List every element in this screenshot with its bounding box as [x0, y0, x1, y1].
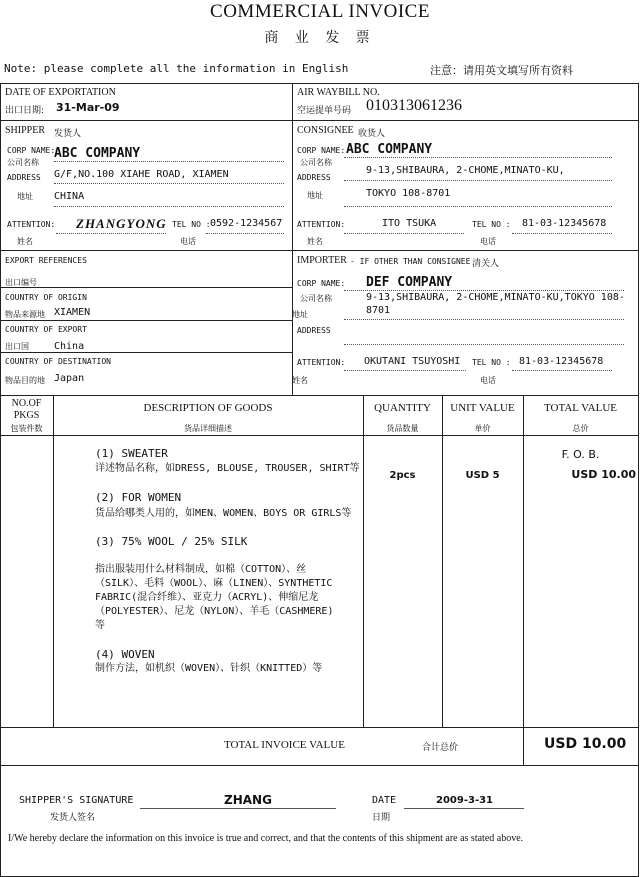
goods-line-7: （SILK）、毛料（WOOL）、麻（LINEN）、SYNTHETIC — [95, 578, 333, 589]
importer-address-underline1 — [344, 319, 624, 320]
date-export-label-cn: 出口日期: — [5, 106, 45, 116]
date-export-value: 31-Mar-09 — [56, 101, 120, 114]
consignee-address-label-cn: 地址 — [307, 191, 323, 200]
importer-tel-label: TEL NO : — [472, 358, 511, 367]
shipper-address-line1: G/F,NO.100 XIAHE ROAD, XIAMEN — [54, 169, 229, 180]
col-desc-header-cn: 货品详细描述 — [184, 424, 232, 433]
shipper-signature-label: SHIPPER'S SIGNATURE — [19, 795, 134, 806]
shipper-signature-label-cn: 发货人签名 — [50, 813, 96, 823]
importer-header-cn: 清关人 — [472, 259, 500, 269]
consignee-header-cn: 收货人 — [358, 129, 386, 139]
shipper-address-underline1 — [54, 183, 284, 184]
date-sign-value: 2009-3-31 — [436, 795, 494, 806]
date-export-label: DATE OF EXPORTATION — [5, 87, 116, 98]
shipper-signature-value: ZHANG — [224, 793, 272, 807]
importer-corp-underline — [344, 290, 624, 291]
goods-line-10: 等 — [95, 620, 105, 631]
shipper-address-label: ADDRESS — [7, 173, 41, 182]
col-qty — [442, 395, 443, 727]
rule-refs — [0, 287, 292, 288]
goods-line-3: (2) FOR WOMEN — [95, 491, 182, 504]
consignee-attention-value: ITO TSUKA — [382, 218, 437, 229]
importer-attention-label: ATTENTION: — [297, 358, 346, 367]
consignee-corp-label: CORP NAME: — [297, 146, 346, 155]
shipper-address-underline2 — [54, 206, 284, 207]
rule-origin — [0, 320, 292, 321]
goods-line-11: (4) WOVEN — [95, 648, 155, 661]
consignee-address-line1: 9-13,SHIBAURA, 2-CHOME,MINATO-KU, — [366, 165, 565, 176]
goods-line-5: (3) 75% WOOL / 25% SILK — [95, 535, 248, 548]
goods-line-1: (1) SWEATER — [95, 447, 168, 460]
note-english: Note: please complete all the information in English — [4, 62, 349, 75]
date-sign-underline — [404, 808, 524, 809]
col-pkgs-header-2: PKGS — [13, 410, 40, 421]
rule-table-top — [0, 395, 639, 396]
col-qty-header-cn: 货品数量 — [386, 424, 419, 433]
col-total-header: TOTAL VALUE — [544, 402, 617, 414]
unit-value: USD 5 — [465, 470, 500, 481]
consignee-corp-label-cn: 公司名称 — [300, 158, 332, 167]
declaration: I/We hereby declare the information on this invoice is true and correct, and that the contents of this shipment are as stated above. — [8, 833, 524, 844]
total-invoice-label: TOTAL INVOICE VALUE — [224, 739, 345, 751]
consignee-corp-underline — [344, 157, 612, 158]
consignee-tel-underline — [512, 233, 612, 234]
country-export-label: COUNTRY OF EXPORT — [5, 325, 87, 334]
shipper-corp-name: ABC COMPANY — [54, 146, 141, 161]
importer-attention-underline — [344, 370, 466, 371]
importer-attention-label-cn: 姓名 — [292, 376, 308, 385]
importer-address-line2: 8701 — [366, 305, 391, 316]
shipper-corp-label-cn: 公司名称 — [7, 158, 39, 167]
rule-top — [0, 83, 639, 84]
goods-line-6: 指出服装用什么材料制成，如棉（COTTON）、丝 — [95, 564, 307, 575]
rule-table-header — [0, 435, 639, 436]
frame-left — [0, 83, 1, 877]
destination-label-cn: 物品目的地 — [5, 376, 45, 385]
country-export-value: China — [54, 341, 85, 352]
consignee-corp-name: ABC COMPANY — [346, 142, 433, 157]
rule-parties — [0, 250, 639, 251]
goods-line-2: 详述物品名称，如DRESS, BLOUSE, TROUSER, SHIRT等 — [95, 463, 360, 474]
destination-label: COUNTRY OF DESTINATION — [5, 357, 111, 366]
total-invoice-label-cn: 合计总价 — [422, 743, 459, 753]
shipper-tel-underline — [206, 233, 284, 234]
invoice-title: COMMERCIAL INVOICE — [210, 1, 430, 22]
origin-label: COUNTRY OF ORIGIN — [5, 293, 87, 302]
shipper-corp-underline — [54, 161, 284, 162]
export-refs-label: EXPORT REFERENCES — [5, 256, 87, 265]
shipper-address-line2: CHINA — [54, 191, 85, 202]
shipper-attention-label: ATTENTION: — [7, 220, 56, 229]
importer-header: IMPORTER — [297, 255, 347, 266]
consignee-header: CONSIGNEE — [297, 125, 354, 136]
total-invoice-value: USD 10.00 — [544, 736, 627, 752]
col-pkgs — [53, 395, 54, 727]
origin-label-cn: 物品来源地 — [5, 310, 45, 319]
goods-line-9: （POLYESTER）、尼龙（NYLON）、羊毛（CASHMERE) — [95, 606, 334, 617]
importer-tel-value: 81-03-12345678 — [519, 356, 604, 367]
col-qty-header: QUANTITY — [374, 402, 431, 414]
importer-address-underline2 — [344, 344, 624, 345]
consignee-address-underline2 — [344, 206, 612, 207]
goods-line-8: FABRIC(混合纤维）、亚克力（ACRYL)、伸缩尼龙 — [95, 592, 319, 603]
importer-header-note: - IF OTHER THAN CONSIGNEE — [350, 257, 471, 266]
consignee-attention-label-cn: 姓名 — [307, 237, 323, 246]
goods-line-12: 制作方法，如机织（WOVEN）、针织（KNITTED）等 — [95, 663, 323, 674]
importer-address-label-cn: 地址 — [292, 310, 308, 319]
col-unit-header: UNIT VALUE — [450, 402, 515, 414]
destination-value: Japan — [54, 373, 85, 384]
awb-label-cn: 空运提单号码 — [297, 106, 352, 116]
consignee-attention-label: ATTENTION: — [297, 220, 346, 229]
note-chinese: 注意：请用英文填写所有资料 — [430, 64, 573, 77]
date-sign-label: DATE — [372, 795, 397, 806]
awb-value: 010313061236 — [366, 97, 462, 114]
shipper-address-label-cn: 地址 — [17, 192, 33, 201]
goods-line-4: 货品给哪类人用的，如MEN、WOMEN、BOYS OR GIRLS等 — [95, 508, 352, 519]
importer-corp-name: DEF COMPANY — [366, 275, 453, 290]
invoice-title-cn: 商 业 发 票 — [264, 30, 376, 46]
total-value: USD 10.00 — [571, 468, 636, 481]
importer-corp-label-cn: 公司名称 — [300, 294, 332, 303]
incoterm-fob: F. O. B. — [561, 448, 600, 461]
col-pkgs-header-1: NO.OF — [11, 398, 42, 409]
consignee-tel-value: 81-03-12345678 — [522, 218, 607, 229]
shipper-tel-label: TEL NO : — [172, 220, 211, 229]
shipper-tel-label-cn: 电话 — [180, 237, 196, 246]
importer-tel-underline — [512, 370, 612, 371]
shipper-signature-underline — [140, 808, 336, 809]
origin-value: XIAMEN — [54, 307, 91, 318]
shipper-attention-underline — [56, 233, 166, 234]
shipper-header: SHIPPER — [5, 125, 46, 136]
awb-label: AIR WAYBILL NO. — [297, 87, 380, 98]
country-export-label-cn: 出口国 — [5, 342, 29, 351]
shipper-header-cn: 发货人 — [54, 129, 82, 139]
quantity-value: 2pcs — [389, 470, 416, 481]
consignee-address-label: ADDRESS — [297, 173, 331, 182]
shipper-attention-label-cn: 姓名 — [17, 237, 33, 246]
col-unit-header-cn: 单价 — [474, 424, 491, 433]
date-sign-label-cn: 日期 — [372, 813, 391, 823]
consignee-tel-label-cn: 电话 — [480, 237, 496, 246]
rule-total — [0, 765, 639, 766]
importer-tel-label-cn: 电话 — [480, 376, 496, 385]
rule-export-date — [0, 120, 639, 121]
rule-mid-vertical — [292, 83, 293, 395]
importer-corp-label: CORP NAME: — [297, 279, 346, 288]
importer-address-label: ADDRESS — [297, 326, 331, 335]
rule-table-bottom — [0, 727, 639, 728]
consignee-address-underline1 — [344, 180, 612, 181]
importer-address-line1: 9-13,SHIBAURA, 2-CHOME,MINATO-KU,TOKYO 108- — [366, 292, 625, 303]
shipper-attention-value: ZHANGYONG — [76, 216, 167, 231]
consignee-address-line2: TOKYO 108-8701 — [366, 188, 451, 199]
col-desc-header: DESCRIPTION OF GOODS — [143, 402, 273, 414]
col-total-header-cn: 总价 — [572, 424, 589, 433]
export-refs-label-cn: 出口编号 — [5, 278, 37, 287]
frame-right — [638, 83, 639, 877]
consignee-attention-underline — [344, 233, 464, 234]
consignee-tel-label: TEL NO : — [472, 220, 511, 229]
col-pkgs-header-cn: 包装件数 — [10, 424, 43, 433]
col-desc — [363, 395, 364, 727]
shipper-tel-value: 0592-1234567 — [210, 218, 283, 229]
importer-attention-value: OKUTANI TSUYOSHI — [364, 356, 461, 367]
shipper-corp-label: CORP NAME: — [7, 146, 56, 155]
rule-country-export — [0, 352, 292, 353]
